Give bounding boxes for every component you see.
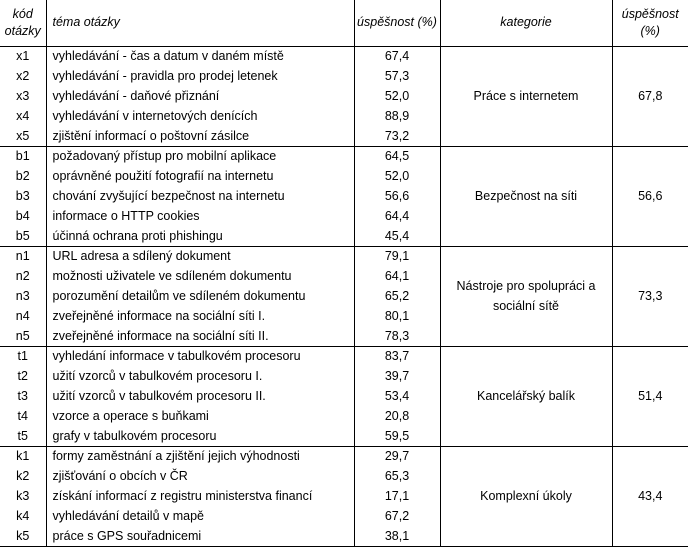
question-success: 17,1	[354, 486, 440, 506]
question-success: 78,3	[354, 326, 440, 346]
question-code: k4	[0, 506, 46, 526]
question-success: 57,3	[354, 66, 440, 86]
question-topic: zveřejněné informace na sociální síti I.	[46, 306, 354, 326]
question-code: x5	[0, 126, 46, 146]
category-name: Práce s internetem	[440, 46, 612, 146]
question-success: 29,7	[354, 446, 440, 466]
question-topic: získání informací z registru ministerstva financí	[46, 486, 354, 506]
question-code: n3	[0, 286, 46, 306]
question-code: k5	[0, 526, 46, 546]
category-success: 56,6	[612, 146, 688, 246]
question-topic: účinná ochrana proti phishingu	[46, 226, 354, 246]
category-success: 67,8	[612, 46, 688, 146]
question-topic: oprávněné použití fotografií na internetu	[46, 166, 354, 186]
question-topic: vyhledávání - čas a datum v daném místě	[46, 46, 354, 66]
question-success: 45,4	[354, 226, 440, 246]
table-row	[0, 346, 688, 366]
question-success: 79,1	[354, 246, 440, 266]
category-name: Komplexní úkoly	[440, 446, 612, 546]
question-success: 73,2	[354, 126, 440, 146]
question-code: x3	[0, 86, 46, 106]
category-name: Bezpečnost na síti	[440, 146, 612, 246]
question-success: 53,4	[354, 386, 440, 406]
table-body	[0, 46, 688, 546]
table-row	[0, 146, 688, 166]
question-topic: zjištění informací o poštovní zásilce	[46, 126, 354, 146]
question-topic: vyhledávání detailů v mapě	[46, 506, 354, 526]
question-success: 65,2	[354, 286, 440, 306]
question-success: 64,1	[354, 266, 440, 286]
question-success: 67,2	[354, 506, 440, 526]
question-success: 88,9	[354, 106, 440, 126]
table-row	[0, 246, 688, 266]
category-success: 43,4	[612, 446, 688, 546]
question-topic: vzorce a operace s buňkami	[46, 406, 354, 426]
question-success: 80,1	[354, 306, 440, 326]
question-code: t1	[0, 346, 46, 366]
question-code: n4	[0, 306, 46, 326]
question-code: t5	[0, 426, 46, 446]
question-success: 64,5	[354, 146, 440, 166]
question-success: 56,6	[354, 186, 440, 206]
question-topic: chování zvyšující bezpečnost na internetu	[46, 186, 354, 206]
question-topic: vyhledávání - pravidla pro prodej letenek	[46, 66, 354, 86]
question-success: 83,7	[354, 346, 440, 366]
question-success: 39,7	[354, 366, 440, 386]
header-success: úspěšnost (%)	[354, 0, 440, 46]
question-code: k1	[0, 446, 46, 466]
question-code: k3	[0, 486, 46, 506]
question-code: b4	[0, 206, 46, 226]
question-topic: možnosti uživatele ve sdíleném dokumentu	[46, 266, 354, 286]
question-code: x4	[0, 106, 46, 126]
question-topic: práce s GPS souřadnicemi	[46, 526, 354, 546]
question-topic: formy zaměstnání a zjištění jejich výhodnosti	[46, 446, 354, 466]
question-code: t3	[0, 386, 46, 406]
question-topic: URL adresa a sdílený dokument	[46, 246, 354, 266]
category-name: Nástroje pro spolupráci a sociální sítě	[440, 246, 612, 346]
question-topic: vyhledávání - daňové přiznání	[46, 86, 354, 106]
question-topic: vyhledání informace v tabulkovém procesoru	[46, 346, 354, 366]
header-topic: téma otázky	[46, 0, 354, 46]
question-success: 67,4	[354, 46, 440, 66]
question-code: x2	[0, 66, 46, 86]
question-code: n2	[0, 266, 46, 286]
question-success: 65,3	[354, 466, 440, 486]
question-topic: grafy v tabulkovém procesoru	[46, 426, 354, 446]
question-success: 38,1	[354, 526, 440, 546]
header-category-success: úspěšnost (%)	[612, 0, 688, 46]
question-success: 64,4	[354, 206, 440, 226]
question-code: b5	[0, 226, 46, 246]
question-topic: informace o HTTP cookies	[46, 206, 354, 226]
table-row	[0, 446, 688, 466]
question-topic: porozumění detailům ve sdíleném dokumentu	[46, 286, 354, 306]
question-topic: užití vzorců v tabulkovém procesoru I.	[46, 366, 354, 386]
question-topic: vyhledávání v internetových denících	[46, 106, 354, 126]
question-topic: zjišťování o obcích v ČR	[46, 466, 354, 486]
question-code: b3	[0, 186, 46, 206]
question-success: 20,8	[354, 406, 440, 426]
category-name: Kancelářský balík	[440, 346, 612, 446]
question-code: n5	[0, 326, 46, 346]
header-row	[0, 0, 688, 46]
question-code: n1	[0, 246, 46, 266]
question-code: t2	[0, 366, 46, 386]
question-success: 52,0	[354, 166, 440, 186]
question-topic: zveřejněné informace na sociální síti II.	[46, 326, 354, 346]
question-code: x1	[0, 46, 46, 66]
question-code: t4	[0, 406, 46, 426]
header-code: kód otázky	[0, 0, 46, 46]
question-success: 52,0	[354, 86, 440, 106]
header-category: kategorie	[440, 0, 612, 46]
category-success: 73,3	[612, 246, 688, 346]
category-success: 51,4	[612, 346, 688, 446]
question-code: k2	[0, 466, 46, 486]
question-topic: požadovaný přístup pro mobilní aplikace	[46, 146, 354, 166]
question-code: b1	[0, 146, 46, 166]
question-topic: užití vzorců v tabulkovém procesoru II.	[46, 386, 354, 406]
question-code: b2	[0, 166, 46, 186]
table-row	[0, 46, 688, 66]
question-success: 59,5	[354, 426, 440, 446]
